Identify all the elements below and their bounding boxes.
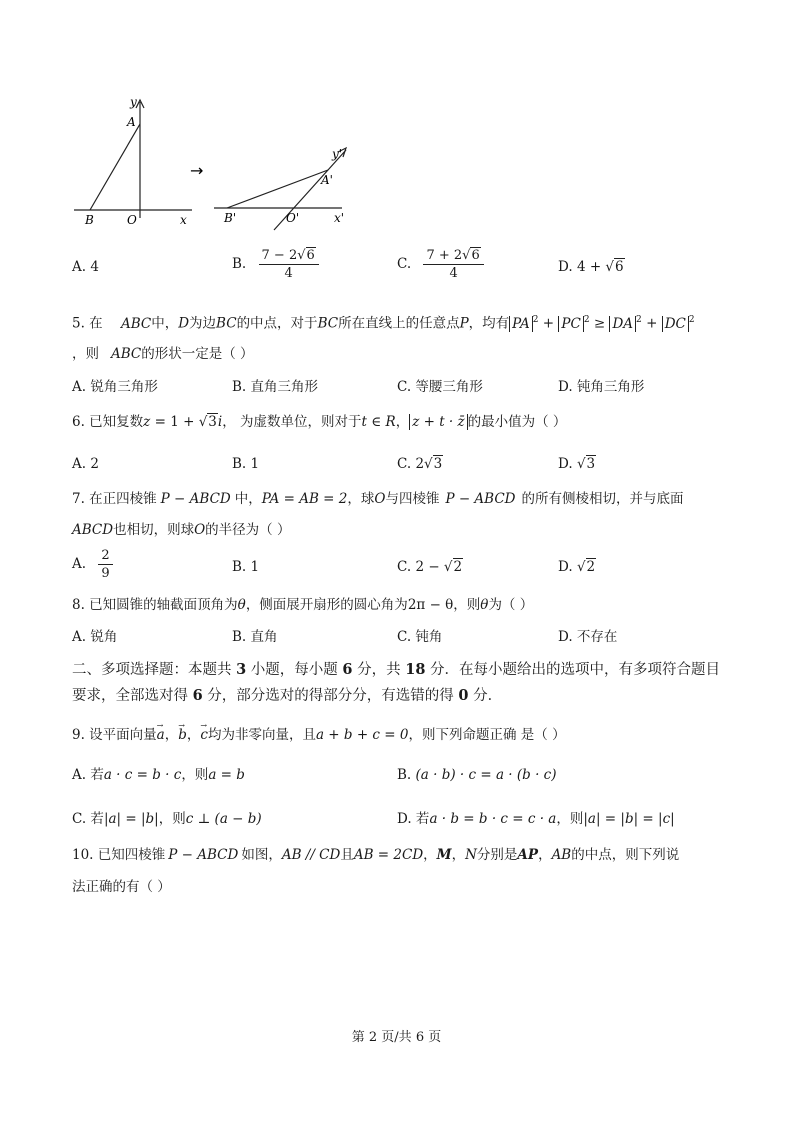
section-2-heading: 二、多项选择题：本题共 3 小题，每小题 6 分，共 18 分．在每小题给出的选项中，有多项符合题目要求，全部选对得 6 分，部分选对的得部分分，有选错的得 0 分． (72, 661, 721, 704)
q4-option-a: A. 4 (72, 259, 99, 275)
q6-stem: 6. 已知复数z = 1 + √3i， 为虚数单位，则对于t ∈ R， z + t · z̄ 的最小值为（ ） (72, 414, 567, 430)
q8-option-d: D. 不存在 (558, 629, 618, 645)
label-o-prime: O' (286, 211, 300, 225)
label-x-prime: x' (334, 211, 345, 225)
q4-fraction-c: $\frac{7 + 2√6}{4}$ (423, 248, 483, 281)
side-a-prime-b-prime (227, 170, 328, 208)
q6-option-c: C. 2√3 (397, 456, 443, 472)
side-ab (90, 124, 140, 210)
page-footer: 第 2 页/共 6 页 (351, 1030, 442, 1045)
label-o: O (127, 213, 137, 227)
q5-stem-line2: ，则 ABC的形状一定是（ ） (72, 346, 254, 362)
label-a-prime: A' (321, 173, 333, 187)
q4-option-c: C. $\frac{7 + 2√6}{4}$ (397, 248, 484, 281)
q5-option-b: B. 直角三角形 (232, 379, 319, 395)
q9-option-c: C. 若|a| = |b|，则c ⊥ (a − b) (72, 811, 262, 827)
q5-option-d: D. 钝角三角形 (558, 379, 645, 395)
q10-stem-line2: 法正确的有（ ） (72, 879, 171, 895)
q4-options (72, 248, 732, 288)
label-b: B (85, 213, 94, 227)
q9-option-b: B. (a · b) · c = a · (b · c) (397, 767, 557, 783)
q9-stem: 9. 设平面向量→ a，→ b，→ c均为非零向量，且a + b + c = 0，则下列命题正确 是（ ） (72, 726, 566, 744)
q6-option-d: D. √3 (558, 456, 596, 472)
q4-option-d: D. 4 + √6 (558, 259, 624, 275)
q9-option-a: A. 若a · c = b · c，则a = b (72, 767, 245, 783)
q7-fraction-a: $\frac{2}{9}$ (98, 548, 112, 581)
q7-option-d: D. √2 (558, 559, 596, 575)
q5-stem-line1: 5. 在 ABC中，D为边BC的中点，对于BC所在直线上的任意点P，均有 PA $^2$ + PC $^2$ ≥ DA $^2$ + DC $^2$ (72, 315, 695, 332)
q6-option-a: A. 2 (72, 456, 99, 472)
q8-option-b: B. 直角 (232, 629, 278, 645)
q7-option-b: B. 1 (232, 559, 260, 575)
q7-option-a: A. $\frac{2}{9}$ (72, 548, 113, 581)
label-a: A (127, 115, 136, 129)
q7-option-c: C. 2 − √2 (397, 559, 463, 575)
label-y-prime: y' (332, 147, 343, 161)
q10-stem-line1: 10. 已知四棱锥 P − ABCD 如图，AB // CD且AB = 2CD，M，N分别是AP，AB的中点，则下列说 (72, 847, 680, 863)
q9-option-d: D. 若a · b = b · c = c · a，则|a| = |b| = |c| (397, 811, 675, 827)
q7-stem-line1: 7. 在正四棱锥 P − ABCD 中，PA = AB = 2，球O与四棱锥 P − ABCD 的所有侧棱相切，并与底面 (72, 491, 684, 507)
label-b-prime: B' (224, 211, 237, 225)
q4-option-b: B. $\frac{7 - 2√6}{4}$ (232, 248, 319, 281)
q8-stem: 8. 已知圆锥的轴截面顶角为θ，侧面展开扇形的圆心角为2π − θ，则θ为（ ） (72, 597, 534, 613)
q6-option-b: B. 1 (232, 456, 260, 472)
q8-option-c: C. 钝角 (397, 629, 443, 645)
transform-arrow: → (190, 161, 204, 180)
q7-options (72, 548, 732, 588)
q4-fraction-b: $\frac{7 - 2√6}{4}$ (259, 248, 319, 281)
coordinate-figure (62, 92, 362, 232)
label-y: y (130, 95, 137, 109)
q5-option-a: A. 锐角三角形 (72, 379, 158, 395)
label-x: x (180, 213, 187, 227)
q8-option-a: A. 锐角 (72, 629, 118, 645)
q7-stem-line2: ABCD也相切，则球O的半径为（ ） (72, 522, 291, 538)
q5-option-c: C. 等腰三角形 (397, 379, 483, 395)
